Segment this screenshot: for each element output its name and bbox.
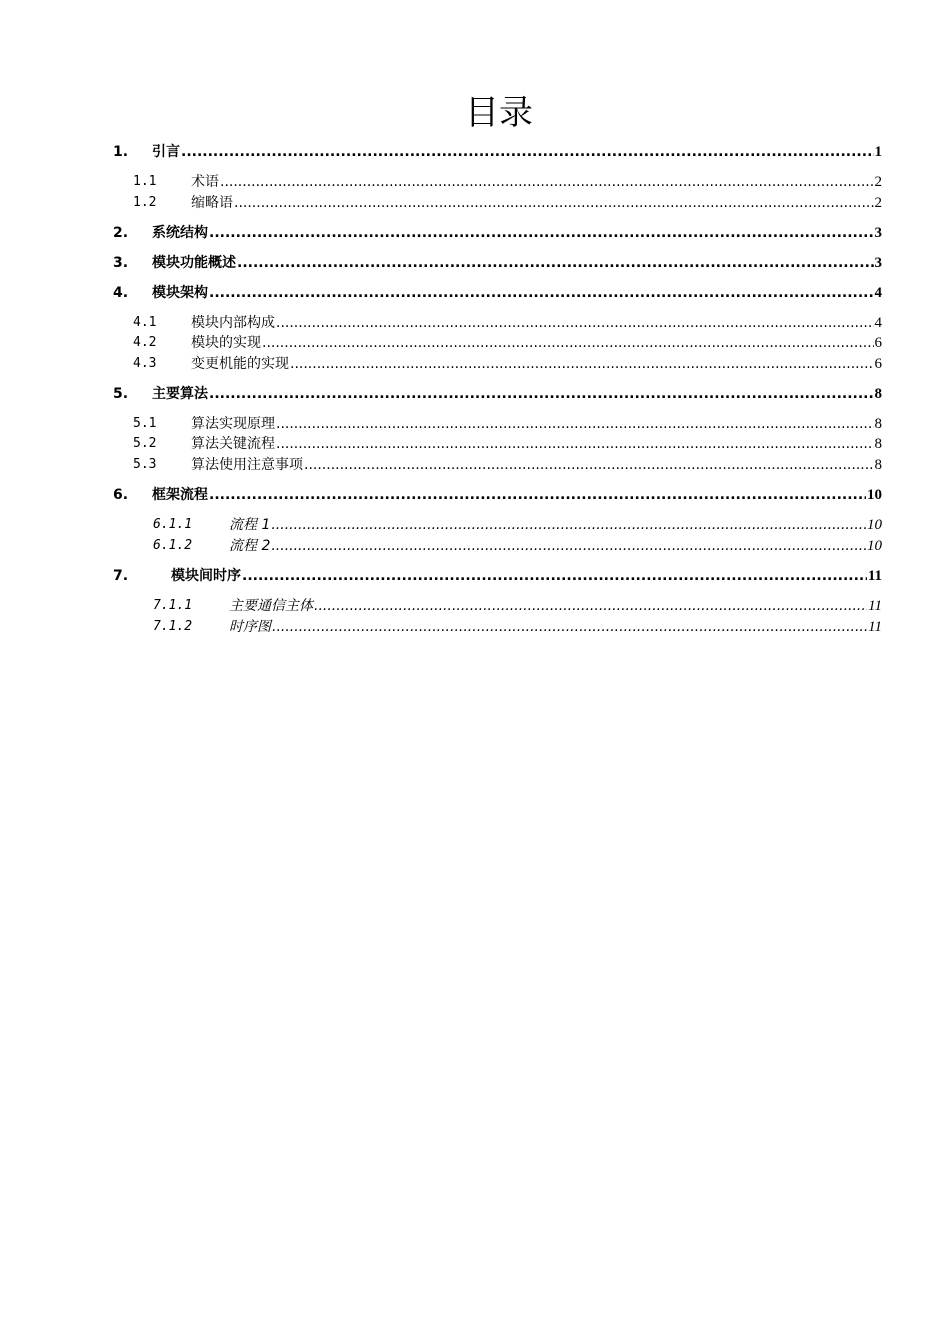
toc-entry-title: 框架流程 — [152, 487, 208, 503]
toc-entry-leader — [220, 172, 874, 192]
toc-entry-page: 10 — [867, 517, 882, 533]
toc-entry-number: 1.2 — [133, 195, 157, 210]
toc-entry-page: 8 — [874, 416, 882, 432]
toc-entry-title: 模块的实现 — [191, 335, 261, 351]
toc-entry-number: 4. — [113, 285, 129, 301]
toc-entry-leader — [272, 617, 867, 637]
toc-entry[interactable] — [0, 596, 882, 616]
toc-entry-page: 1 — [874, 144, 882, 160]
toc-entry-leader — [314, 596, 867, 616]
toc-entry-number: 5.3 — [133, 457, 157, 472]
toc-entry-title: 缩略语 — [191, 195, 233, 211]
toc-entry-title: 流程 1 — [229, 517, 271, 533]
toc-entry-title: 变更机能的实现 — [191, 356, 289, 372]
toc-entry[interactable] — [0, 434, 882, 454]
toc-entry-page: 10 — [867, 487, 882, 503]
toc-entry-number: 6. — [113, 487, 129, 503]
toc-entry-title: 算法使用注意事项 — [191, 457, 303, 473]
toc-entry-title: 模块架构 — [152, 285, 208, 301]
toc-entry-leader — [276, 414, 874, 434]
toc-entry-page: 8 — [874, 386, 882, 402]
toc-entry[interactable] — [0, 283, 882, 303]
toc-entry[interactable] — [0, 223, 882, 243]
toc-entry-number: 5. — [113, 386, 129, 402]
toc-entry-page: 8 — [874, 436, 882, 452]
toc-entry[interactable] — [0, 455, 882, 475]
toc-entry-number: 5.1 — [133, 416, 157, 431]
toc-entry-leader — [276, 313, 874, 333]
toc-entry-title: 模块功能概述 — [152, 255, 236, 271]
toc-entry-page: 4 — [874, 315, 882, 331]
toc-entry[interactable] — [0, 384, 882, 404]
toc-entry[interactable] — [0, 536, 882, 556]
toc-entry-page: 10 — [867, 538, 882, 554]
toc-entry-number: 6.1.1 — [153, 517, 193, 532]
toc-entry-number: 6.1.2 — [153, 538, 193, 553]
toc-entry[interactable] — [0, 333, 882, 353]
toc-entry-number: 7.1.2 — [153, 619, 193, 634]
toc-entry[interactable] — [0, 515, 882, 535]
toc-entry-page: 6 — [874, 335, 882, 351]
toc-entry-page: 2 — [874, 174, 882, 190]
toc-entry-title: 时序图 — [229, 619, 271, 635]
toc-entry[interactable] — [0, 193, 882, 213]
toc-entry-number: 1.1 — [133, 174, 157, 189]
toc-entry-leader — [209, 485, 866, 505]
toc-entry[interactable] — [0, 566, 882, 586]
toc-entry[interactable] — [0, 253, 882, 273]
toc-entry-number: 7. — [113, 568, 129, 584]
toc-entry-page: 11 — [868, 619, 882, 635]
toc-entry[interactable] — [0, 414, 882, 434]
toc-entry-title: 流程 2 — [229, 538, 271, 554]
toc-entry-title: 主要算法 — [152, 386, 208, 402]
toc-entry-number: 4.3 — [133, 356, 157, 371]
toc-entry-leader — [276, 434, 874, 454]
toc-entry[interactable] — [0, 142, 882, 162]
toc-entry-page: 4 — [874, 285, 882, 301]
toc-entry[interactable] — [0, 172, 882, 192]
toc-entry[interactable] — [0, 354, 882, 374]
toc-entry-number: 5.2 — [133, 436, 157, 451]
toc-entry-page: 11 — [867, 568, 882, 584]
toc-entry-page: 3 — [874, 225, 882, 241]
toc-entry-page: 2 — [874, 195, 882, 211]
toc-entry-leader — [242, 566, 867, 586]
toc-entry-title: 系统结构 — [152, 225, 208, 241]
toc-entry-leader — [237, 253, 874, 273]
toc-entry-leader — [271, 536, 866, 556]
toc-entry-number: 2. — [113, 225, 129, 241]
toc-entry-title: 引言 — [152, 144, 180, 160]
toc-entry-leader — [209, 283, 874, 303]
toc-entry-number: 7.1.1 — [153, 598, 193, 613]
toc-entry-title: 算法关键流程 — [191, 436, 275, 452]
toc-entry-leader — [209, 223, 874, 243]
toc-entry-page: 11 — [868, 598, 882, 614]
toc-entry-leader — [304, 455, 874, 475]
toc-entry-leader — [262, 333, 874, 353]
toc-entry[interactable] — [0, 617, 882, 637]
toc-entry-title: 模块间时序 — [171, 568, 241, 584]
toc-entry-title: 模块内部构成 — [191, 315, 275, 331]
toc-entry-title: 主要通信主体 — [229, 598, 313, 614]
toc-entry-title: 术语 — [191, 174, 219, 190]
page-title: 目录 — [465, 93, 533, 133]
toc-entry-number: 4.1 — [133, 315, 157, 330]
toc-entry[interactable] — [0, 313, 882, 333]
toc-entry-leader — [209, 384, 874, 404]
toc-entry-leader — [271, 515, 866, 535]
toc-entry-page: 6 — [874, 356, 882, 372]
toc-entry-number: 3. — [113, 255, 129, 271]
toc-entry-leader — [181, 142, 874, 162]
toc-entry-number: 4.2 — [133, 335, 157, 350]
toc-entry-page: 3 — [874, 255, 882, 271]
toc-entry-leader — [234, 193, 874, 213]
toc-entry[interactable] — [0, 485, 882, 505]
toc-entry-title: 算法实现原理 — [191, 416, 275, 432]
toc-entry-number: 1. — [113, 144, 129, 160]
toc-entry-page: 8 — [874, 457, 882, 473]
toc-entry-leader — [290, 354, 874, 374]
